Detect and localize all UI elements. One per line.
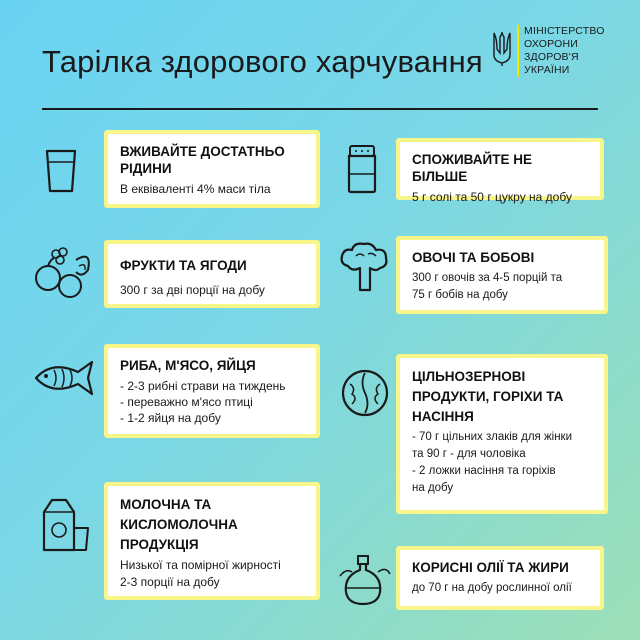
card-text bbox=[412, 270, 592, 304]
card-line: 300 г за дві порції на добу bbox=[120, 283, 265, 297]
broccoli-icon bbox=[336, 240, 392, 296]
card-line: В еквіваленті 4% маси тіла bbox=[120, 182, 271, 196]
page-title: Тарілка здорового харчування bbox=[42, 44, 483, 79]
card-line: та 90 г - для чоловіка bbox=[412, 448, 526, 460]
card-heading: СПОЖИВАЙТЕ НЕ БІЛЬШЕ bbox=[412, 152, 532, 184]
card-line: - 2 ложки насіння та горіхів bbox=[412, 465, 556, 477]
card-line: 300 г овочів за 4-5 порцій та bbox=[412, 272, 563, 284]
card-heading: ФРУКТИ ТА ЯГОДИ bbox=[120, 258, 247, 273]
trident-icon bbox=[491, 31, 513, 67]
card-line: - переважно м'ясо птиці bbox=[120, 395, 253, 409]
ministry-logo bbox=[491, 25, 605, 77]
card-line: - 2-3 рибні страви на тиждень bbox=[120, 379, 286, 393]
card-line: 75 г бобів на добу bbox=[412, 289, 508, 301]
ministry-line: ОХОРОНИ bbox=[524, 38, 578, 50]
card-text bbox=[120, 282, 304, 299]
card-line: - 70 г цільних злаків для жінки bbox=[412, 431, 573, 443]
title-divider bbox=[42, 108, 598, 110]
card-protein bbox=[104, 344, 320, 438]
card-heading: РИБА, М'ЯСО, ЯЙЦЯ bbox=[120, 358, 256, 373]
card-heading: ЦІЛЬНОЗЕРНОВІ ПРОДУКТИ, ГОРІХИ ТА НАСІННЯ bbox=[412, 369, 564, 424]
card-text bbox=[120, 378, 304, 426]
card-salt bbox=[396, 138, 604, 204]
ministry-name bbox=[517, 25, 605, 77]
card-dairy bbox=[104, 482, 320, 600]
card-grains bbox=[396, 354, 608, 514]
milk-icon bbox=[40, 496, 92, 552]
card-text bbox=[120, 181, 304, 198]
fish-icon bbox=[32, 358, 96, 398]
card-line: Низької та помірної жирності bbox=[120, 558, 281, 572]
card-fruits bbox=[104, 240, 320, 308]
card-heading: КОРИСНІ ОЛІЇ ТА ЖИРИ bbox=[412, 560, 569, 575]
card-text bbox=[120, 557, 304, 591]
card-line: 2-3 порції на добу bbox=[120, 575, 220, 589]
oil-bottle-icon bbox=[336, 554, 392, 606]
card-heading: ВЖИВАЙТЕ ДОСТАТНЬО РІДИНИ bbox=[120, 144, 285, 176]
card-heading: ОВОЧІ ТА БОБОВІ bbox=[412, 250, 535, 265]
card-vegetables bbox=[396, 236, 608, 314]
card-line: - 1-2 яйця на добу bbox=[120, 411, 221, 425]
walnut-icon bbox=[340, 368, 390, 418]
card-heading: МОЛОЧНА ТА КИСЛОМОЛОЧНА ПРОДУКЦІЯ bbox=[120, 497, 238, 552]
card-oils bbox=[396, 546, 604, 610]
card-line: до 70 г на добу рослинної олії bbox=[412, 582, 572, 594]
card-line: на добу bbox=[412, 482, 454, 494]
ministry-line: МІНІСТЕРСТВО bbox=[524, 25, 605, 37]
card-text bbox=[412, 580, 588, 597]
card-water bbox=[104, 130, 320, 208]
card-text bbox=[412, 189, 588, 206]
glass-icon bbox=[44, 148, 78, 194]
card-text bbox=[412, 429, 592, 497]
card-line: 5 г солі та 50 г цукру на добу bbox=[412, 190, 572, 204]
ministry-line: ЗДОРОВ'Я bbox=[524, 51, 579, 63]
ministry-line: УКРАЇНИ bbox=[524, 64, 570, 76]
salt-shaker-icon bbox=[344, 144, 380, 194]
fruit-icon bbox=[32, 240, 98, 300]
